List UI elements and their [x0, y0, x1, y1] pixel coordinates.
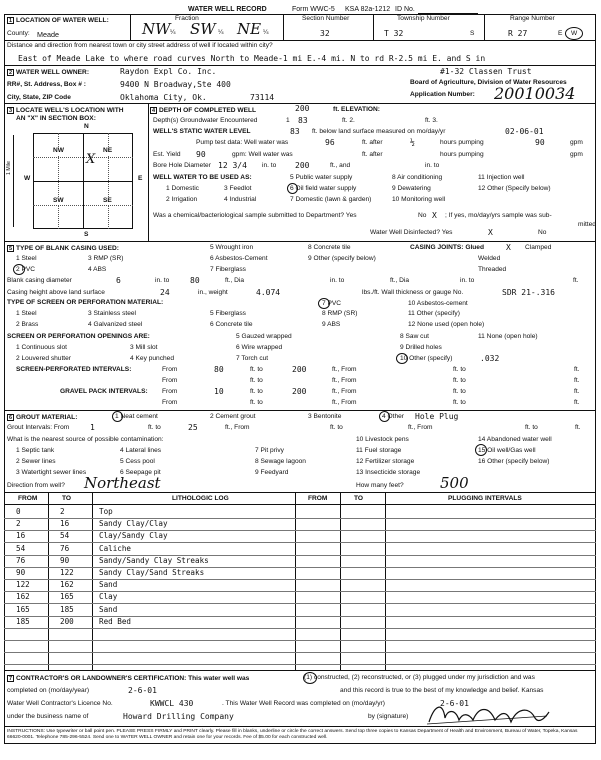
log-row-from: 185 [16, 616, 30, 626]
log-row-divider [4, 616, 596, 617]
form-number: Form WWC-5 [292, 6, 335, 13]
ksa-reference: KSA 82a-1212 [345, 6, 391, 13]
screen-10: 10 Asbestos-cement [408, 300, 468, 307]
use-12: 12 Other (Specify below) [478, 185, 551, 192]
spi-from-value: 80 [214, 365, 224, 374]
log-row-to: 162 [60, 580, 74, 590]
contam-2: 2 Sewer lines [16, 458, 56, 465]
sec7-label: 7 CONTRACTOR'S OR LANDOWNER'S CERTIFICATION: This water well was [8, 675, 250, 682]
diam-in2: in. to [330, 277, 345, 284]
form-title: WATER WELL RECORD [188, 6, 267, 13]
screen-5: 5 Fiberglass [210, 310, 246, 317]
hours-label-2: hours pumping [440, 151, 484, 158]
county-label: County: [7, 30, 30, 37]
spi-ftto-3: ft. to [250, 377, 263, 384]
gp-from-label: From [162, 388, 178, 395]
log-row-divider [4, 518, 596, 519]
contam-13: 13 Insecticide storage [356, 469, 421, 476]
contam-4: 4 Lateral lines [120, 447, 162, 454]
bore-label: Bore Hole Diameter [153, 162, 211, 169]
sec6-label: 6 GROUT MATERIAL: [8, 414, 78, 421]
log-from-header: FROM [18, 495, 38, 502]
screen-7-circle [318, 298, 330, 309]
chem-x: X [432, 211, 437, 220]
gp-ftfrom: ft., From [332, 388, 357, 395]
grout-ftfrom: ft., From [225, 424, 250, 431]
gp-ftto-2: ft. to [453, 388, 466, 395]
log-row-to: 76 [60, 543, 70, 553]
use-6: 6 Oil field water supply [290, 185, 357, 192]
other-spec-value: .032 [480, 354, 500, 363]
bore-and: ft., and [330, 162, 351, 169]
log-row-from: 2 [16, 519, 21, 529]
application-label: Application Number: [410, 91, 475, 98]
clamped-label: Clamped [525, 244, 552, 251]
range-w: W [571, 30, 578, 37]
screen-11: 11 Other (specify) [408, 310, 460, 317]
diam-to: 80 [190, 276, 200, 285]
contam-label: What is the nearest source of possible contamination: [7, 436, 164, 443]
range-w-circle [565, 27, 583, 40]
depth-value: 200 [295, 104, 310, 113]
open-9: 9 Drilled holes [400, 344, 442, 351]
diam-in3: in. to [460, 277, 475, 284]
use-10: 10 Monitoring well [392, 196, 446, 203]
gw-label: Depth(s) Groundwater Encountered [153, 117, 258, 124]
quarter-1: ¼ [170, 29, 176, 36]
grout-to-value: 25 [188, 423, 198, 432]
casing-1: 1 Steel [16, 255, 37, 262]
chem-label: Was a chemical/bacteriological sample submitted to Department? Yes [153, 212, 357, 219]
openings-label: SCREEN OR PERFORATION OPENINGS ARE: [7, 333, 150, 340]
casing-6: 6 Asbestos-Cement [210, 255, 268, 262]
log-row-divider [4, 542, 596, 543]
sec1-label: 1 LOCATION OF WATER WELL: [8, 17, 109, 24]
grout-ftto: ft. to [148, 424, 161, 431]
gp-from-label-2: From [162, 399, 178, 406]
license-label: Water Well Contractor's Licence No. [7, 700, 113, 707]
gp-ftfrom-2: ft., From [332, 399, 357, 406]
grout-ftto-3: ft. to [525, 424, 538, 431]
open-1: 1 Continuous slot [16, 344, 67, 351]
diam-ft2: ft., Dia [390, 277, 410, 284]
use-7: 7 Domestic (lawn & garden) [290, 196, 372, 203]
record-date: 2-6-01 [440, 699, 469, 708]
log-row-lithology: Sandy/Sandy Clay Streaks [99, 555, 209, 565]
owner-value: Raydon Expl Co. Inc. [120, 67, 217, 76]
log-row-lithology: Sand [99, 580, 118, 590]
log-row-to: 122 [60, 568, 74, 577]
township-dir: S [470, 30, 475, 37]
signature-label: by (signature) [368, 713, 409, 720]
use-2: 2 Irrigation [166, 196, 198, 203]
quarter-3: ¼ [263, 29, 269, 36]
spi-ftto-2: ft. to [453, 366, 466, 373]
use-3: 3 Feedlot [224, 185, 252, 192]
casing-2: 2 PVC [16, 266, 36, 273]
hours-value: 90 [535, 138, 545, 147]
disinfect-label: Water Well Disinfected? Yes [370, 229, 453, 236]
screen-4: 4 Galvanized steel [88, 321, 143, 328]
county-value: Meade [37, 30, 59, 39]
spi-to-value: 200 [292, 365, 307, 374]
screen-2: 2 Brass [16, 321, 39, 328]
use-5: 5 Public water supply [290, 174, 353, 181]
log-row-to: 200 [60, 616, 74, 626]
gp-ft: ft. [574, 388, 580, 395]
screen-9: 9 ABS [322, 321, 341, 328]
plug-header: PLUGGING INTERVALS [448, 495, 522, 502]
cert-options: (1) constructed, (2) reconstructed, or (3) plugged under my jurisdiction and was [304, 674, 535, 681]
after-label-2: ft. after [362, 151, 383, 158]
sec3-label2: AN "X" IN SECTION BOX: [16, 115, 96, 122]
city-value: Oklahoma City, Ok. [120, 93, 207, 102]
contam-9: 9 Feedyard [255, 469, 289, 476]
log-row-divider [4, 591, 596, 592]
spi-ftto-4: ft. to [453, 377, 466, 384]
diam-in: in. to [155, 277, 170, 284]
grout-ft: ft. [575, 424, 581, 431]
application-number: 20010034 [494, 84, 576, 103]
chem-tail2: mitted [578, 221, 596, 228]
gp-to-value: 200 [292, 387, 307, 396]
open-10-circle [396, 353, 408, 364]
contam-3: 3 Watertight sewer lines [16, 469, 87, 476]
screen-6: 6 Concrete tile [210, 321, 253, 328]
welded-label: Welded [478, 255, 501, 262]
spi-ftfrom-2: ft., From [332, 377, 357, 384]
log-litho-header: LITHOLOGIC LOG [172, 495, 229, 502]
threaded-label: Threaded [478, 266, 507, 273]
log-row-divider [4, 640, 596, 641]
after-label: ft. after [362, 139, 383, 146]
fraction-2: SW [190, 20, 216, 38]
log-row-divider [4, 567, 596, 568]
trust-value: #1-32 Classen Trust [440, 67, 532, 76]
mile-label: 1 Mile [6, 161, 12, 175]
log-row-lithology: Red Bed [99, 616, 132, 626]
range-e: E [558, 30, 563, 37]
gw2-label: ft. 2. [342, 117, 355, 124]
township-value: T 32 [384, 29, 404, 38]
section-value: 32 [320, 29, 330, 38]
open-10: 10 Other (specify) [400, 355, 453, 362]
gp-ftto: ft. to [250, 388, 263, 395]
log-row-to: 165 [60, 592, 74, 602]
nw-label: NW [53, 147, 64, 154]
gp-ftto-4: ft. to [453, 399, 466, 406]
log-row-divider [4, 603, 596, 604]
gw1-value: 83 [298, 116, 308, 125]
diam-label: Blank casing diameter [7, 277, 72, 284]
yield-label: Est. Yield [153, 151, 181, 158]
contam-15-circle [475, 444, 487, 456]
north-label: N [84, 123, 89, 130]
elevation-label: ft. ELEVATION: [333, 106, 381, 113]
spi-ft-2: ft. [574, 377, 580, 384]
log-row-divider [4, 628, 596, 629]
completed-label: completed on (mo/day/year) [7, 687, 90, 694]
completed-value: 2-6-01 [128, 686, 157, 695]
use-11: 11 Injection well [478, 174, 525, 181]
distance-label: Distance and direction from nearest town or city street address of well if located within city? [7, 42, 273, 49]
casing-4: 4 ABS [88, 266, 107, 273]
log-row-from: 76 [16, 555, 26, 565]
log-row-from: 122 [16, 580, 30, 590]
howmany-label: How many feet? [356, 482, 404, 489]
screen-12: 12 None used (open hole) [408, 321, 485, 328]
static-date: 02-06-01 [505, 127, 544, 136]
hours-label: hours pumping [440, 139, 484, 146]
contam-16: 16 Other (specify below) [478, 458, 550, 465]
log-row-lithology: Sandy Clay/Sand Streaks [99, 568, 205, 577]
address-value: 9400 N Broadway,Ste 400 [120, 80, 231, 89]
open-11: 11 None (open hole) [478, 333, 538, 340]
use-8: 8 Air conditioning [392, 174, 443, 181]
howmany-value: 500 [440, 474, 469, 492]
screen-1: 1 Steel [16, 310, 37, 317]
business-value: Howard Drilling Company [123, 712, 234, 721]
bore-in: in. to [262, 162, 277, 169]
gpm-label-2: gpm [570, 151, 583, 158]
distance-value: East of Meade Lake to where road curves North to Meade-1 mi E.-4 mi. N to rd R-2.5 mi E. and S in [18, 54, 486, 63]
section-label: Section Number [302, 15, 350, 22]
spi-ftfrom: ft., From [332, 366, 357, 373]
static-value: 83 [290, 127, 300, 136]
bore-to: 200 [295, 161, 310, 170]
casing-5: 5 Wrought iron [210, 244, 254, 251]
instructions-text: INSTRUCTIONS: Use typewriter or ball point pen. PLEASE PRESS FIRMLY and PRINT clearly. Please fill in blanks, underline or circle the correct answers. Send top three copies to Kansas Department of Health and Environment, Bureau of Water, Topeka, Kansas 66620-0001. Telephone 785-296-5524. Send one to WATER WELL OWNER and retain one for your records. Fee of $5.00 for each constructed well. [7, 729, 578, 740]
contam-10: 10 Livestock pens [356, 436, 409, 443]
bore-in2: in. to [425, 162, 440, 169]
sw-label: SW [53, 197, 64, 204]
grout-4-circle [379, 411, 390, 422]
height-value: 24 [160, 288, 170, 297]
plug-to-header: TO [354, 495, 364, 502]
chem-no: No [418, 212, 427, 219]
contam-15: 15 Oil well/Gas well [478, 447, 536, 454]
signature-image [425, 700, 555, 728]
township-label: Township Number [397, 15, 450, 22]
log-to-header: TO [62, 495, 72, 502]
casing-9: 9 Other (specify below) [308, 255, 376, 262]
completed-tail: and this record is true to the best of my knowledge and belief. Kansas [340, 687, 544, 694]
casing-7: 7 Fiberglass [210, 266, 246, 273]
range-value: R 27 [508, 29, 528, 38]
casing-2-circle [13, 264, 25, 275]
sec5-label: 5 TYPE OF BLANK CASING USED: [8, 245, 119, 252]
log-row-to: 16 [60, 519, 70, 529]
diam-value: 6 [116, 276, 121, 285]
spi-from-label: From [162, 366, 178, 373]
range-label: Range Number [510, 15, 555, 22]
use-4: 4 Industrial [224, 196, 257, 203]
yield-gpm: gpm: Well water was [232, 151, 293, 158]
log-row-divider [4, 530, 596, 531]
joints-label: CASING JOINTS: Glued [410, 244, 485, 251]
log-row-lithology: Top [99, 507, 113, 516]
log-row-from: 90 [16, 568, 26, 577]
casing-8: 8 Concrete tile [308, 244, 351, 251]
quarter-2: ¼ [218, 29, 224, 36]
gpm-label: gpm [570, 139, 583, 146]
log-row-from: 162 [16, 592, 30, 602]
screen-3: 3 Stainless steel [88, 310, 137, 317]
gp-ftto-3: ft. to [250, 399, 263, 406]
ne-label: NE [103, 147, 113, 154]
contam-12: 12 Fertilizer storage [356, 458, 415, 465]
fraction-label: Fraction [175, 15, 199, 22]
pump-value: 96 [325, 138, 335, 147]
location-x-mark: X [86, 152, 96, 167]
chem-tail: ; If yes, mo/day/yrs sample was sub- [445, 212, 552, 219]
west-label: W [24, 175, 31, 182]
constructed-circle [303, 672, 317, 684]
contam-7: 7 Pit privy [255, 447, 284, 454]
gw1-num: 1 [286, 117, 290, 124]
disinfect-x: X [488, 228, 493, 237]
south-label: S [84, 231, 89, 238]
record-label: . This Water Well Record was completed on (mo/day/yr) [222, 700, 385, 707]
zip-value: 73114 [250, 93, 275, 102]
screen-8: 8 RMP (SR) [322, 310, 358, 317]
spi-from-label-2: From [162, 377, 178, 384]
use-label: WELL WATER TO BE USED AS: [153, 174, 252, 181]
contam-6: 6 Seepage pit [120, 469, 161, 476]
grout-other-value: Hole Plug [415, 412, 459, 421]
log-row-from: 165 [16, 604, 30, 614]
diam-ft3: ft. [573, 277, 579, 284]
after-value: ½ [410, 138, 415, 147]
casing-3: 3 RMP (SR) [88, 255, 124, 262]
log-row-from: 0 [16, 507, 21, 516]
screen-label: TYPE OF SCREEN OR PERFORATION MATERIAL: [7, 299, 164, 306]
use-1: 1 Domestic [166, 185, 199, 192]
direction-value: Northeast [84, 474, 161, 492]
spi-label: SCREEN-PERFORATED INTERVALS: [16, 366, 132, 373]
direction-label: Direction from well? [7, 482, 65, 489]
open-8: 8 Saw cut [400, 333, 429, 340]
grout-4: 4 Other [382, 413, 404, 420]
lbs-label: lbs./ft. Wall thickness or gauge No. [362, 289, 464, 296]
gp-from-value: 10 [214, 387, 224, 396]
pump-label: Pump test data: Well water was [196, 139, 289, 146]
open-5: 5 Gauzed wrapped [236, 333, 292, 340]
grout-ftto-2: ft. to [330, 424, 343, 431]
yield-value: 90 [196, 150, 206, 159]
log-row-from: 16 [16, 531, 26, 541]
log-row-from: 54 [16, 543, 26, 553]
license-value: KWWCL 430 [150, 699, 194, 708]
gauge-value: SDR 21-.316 [502, 288, 555, 297]
plug-from-header: FROM [308, 495, 328, 502]
board-label: Board of Agriculture, Division of Water Resources [410, 79, 567, 86]
contam-1: 1 Septic tank [16, 447, 55, 454]
static-label: WELL'S STATIC WATER LEVEL [153, 128, 251, 135]
log-row-divider [4, 652, 596, 653]
use-9: 9 Dewatering [392, 185, 431, 192]
weight-value: 4.074 [256, 288, 281, 297]
grout-2: 2 Cement grout [210, 413, 256, 420]
sec3-label: 3 LOCATE WELL'S LOCATION WITH [8, 107, 124, 114]
sec2-label: 2 WATER WELL OWNER: [8, 69, 90, 76]
disinfect-no: No [538, 229, 547, 236]
log-row-to: 185 [60, 604, 74, 614]
log-row-lithology: Sandy Clay/Clay [99, 519, 168, 529]
joints-x: X [506, 243, 511, 252]
grout-from-value: 1 [90, 423, 95, 432]
log-row-lithology: Clay [99, 592, 118, 602]
fraction-1: NW [142, 20, 171, 38]
gp-label: GRAVEL PACK INTERVALS: [60, 388, 148, 395]
open-6: 6 Wire wrapped [236, 344, 283, 351]
rr-label: RR#, St. Address, Box # : [7, 81, 86, 88]
log-row-divider [4, 664, 596, 665]
spi-ft: ft. [574, 366, 580, 373]
weight-label: in., weight [198, 289, 228, 296]
grout-3: 3 Bentonite [308, 413, 342, 420]
grout-ftfrom-2: ft., From [408, 424, 433, 431]
business-label: under the business name of [7, 713, 89, 720]
diam-ft: ft., Dia [225, 277, 245, 284]
sec4-label: 4 DEPTH OF COMPLETED WELL [151, 107, 257, 114]
gp-ft-2: ft. [574, 399, 580, 406]
log-row-divider [4, 579, 596, 580]
height-label: Casing height above land surface [7, 289, 105, 296]
open-3: 3 Mill slot [130, 344, 158, 351]
open-7: 7 Torch cut [236, 355, 269, 362]
contam-14: 14 Abandoned water well [478, 436, 552, 443]
log-row-divider [4, 555, 596, 556]
city-label: City, State, ZIP Code [7, 94, 71, 101]
grout-1: 1 Neat cement [115, 413, 158, 420]
grout-1-circle [112, 411, 123, 422]
contam-8: 8 Sewage lagoon [255, 458, 306, 465]
log-row-lithology: Caliche [99, 543, 132, 553]
grout-intervals-label: Grout Intervals: From [7, 424, 70, 431]
east-label: E [138, 175, 143, 182]
open-2: 2 Louvered shutter [16, 355, 71, 362]
gw3-label: ft. 3. [425, 117, 438, 124]
log-row-lithology: Clay/Sandy Clay [99, 531, 168, 541]
use-6-circle [287, 183, 298, 194]
se-label: SE [103, 197, 112, 204]
screen-7: 7 PVC [322, 300, 342, 307]
fraction-3: NE [237, 20, 262, 38]
id-label: ID No. [395, 6, 415, 13]
bore-value: 12 3/4 [218, 161, 247, 170]
contam-5: 5 Cess pool [120, 458, 155, 465]
log-row-to: 90 [60, 555, 70, 565]
log-row-to: 54 [60, 531, 70, 541]
open-4: 4 Key punched [130, 355, 174, 362]
static-text: ft. below land surface measured on mo/day/yr [312, 128, 446, 135]
spi-ftto: ft. to [250, 366, 263, 373]
log-row-to: 2 [60, 507, 65, 516]
log-row-lithology: Sand [99, 604, 118, 614]
contam-11: 11 Fuel storage [356, 447, 402, 454]
